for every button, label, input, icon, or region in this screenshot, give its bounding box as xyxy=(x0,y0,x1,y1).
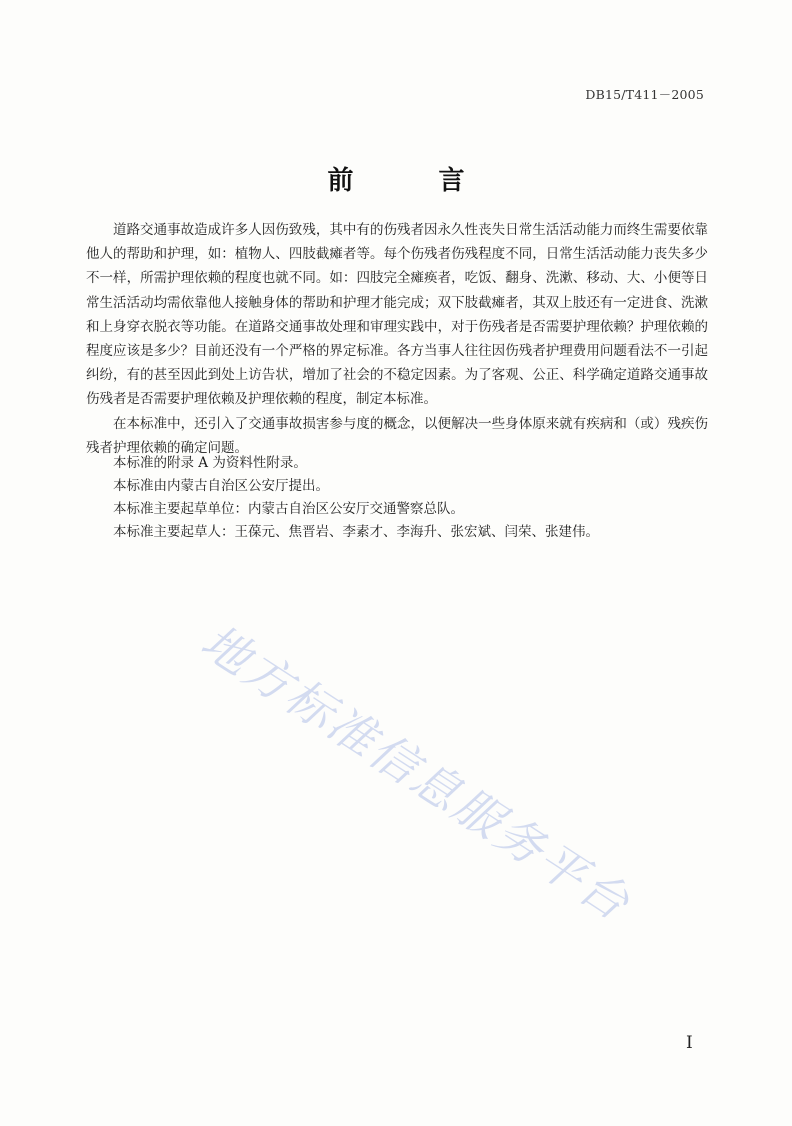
foreword-body xyxy=(86,218,708,460)
note-line: 本标准的附录 A 为资料性附录。 xyxy=(113,455,307,471)
standard-notes xyxy=(86,452,708,544)
paragraph: 道路交通事故造成许多人因伤致残，其中有的伤残者因永久性丧失日常生活活动能力而终生需要依靠他人的帮助和护理，如：植物人、四肢截瘫者等。每个伤残者伤残程度不同，日常生活活动能力丧失多少不一样，所需护理依赖的程度也就不同。如：四肢完全瘫痪者，吃饭、翻身、洗漱、移动、大、小便等日常生活活动均需依靠他人接触身体的帮助和护理才能完成；双下肢截瘫者，其双上肢还有一定进食、洗漱和上身穿衣脱衣等功能。在道路交通事故处理和审理实践中，对于伤残者是否需要护理依赖？护理依赖的程度应该是多少？目前还没有一个严格的界定标准。各方当事人往往因伤残者护理费用问题看法不一引起纠纷，有的甚至因此到处上访告状，增加了社会的不稳定因素。为了客观、公正、科学确定道路交通事故伤残者是否需要护理依赖及护理依赖的程度，制定本标准。 xyxy=(86,222,708,408)
note-line: 本标准主要起草单位：内蒙古自治区公安厅交通警察总队。 xyxy=(113,501,464,517)
paragraph: 在本标准中，还引入了交通事故损害参与度的概念，以便解决一些身体原来就有疾病和（或）残疾伤残者护理依赖的确定问题。 xyxy=(86,415,708,456)
standard-code: DB15/T411－2005 xyxy=(585,87,704,102)
page-number: I xyxy=(686,1033,693,1053)
page-title: 前言 xyxy=(327,166,550,196)
note-line: 本标准主要起草人：王葆元、焦晋岩、李素才、李海升、张宏斌、闫荣、张建伟。 xyxy=(113,524,599,540)
note-line: 本标准由内蒙古自治区公安厅提出。 xyxy=(113,478,329,494)
watermark: 地方标准信息服务平台 xyxy=(191,614,641,933)
